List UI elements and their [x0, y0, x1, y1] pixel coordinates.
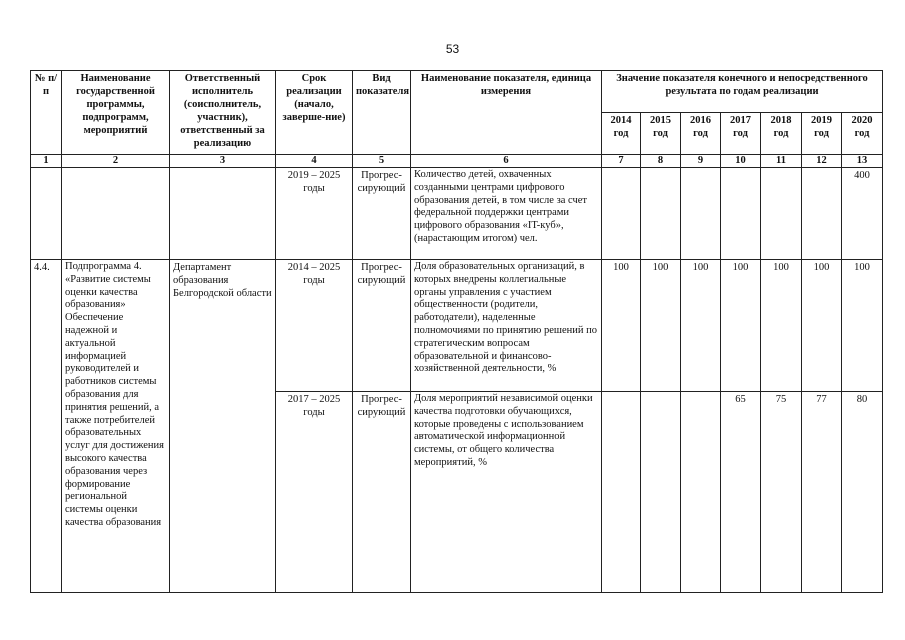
- header-values-group: Значение показателя конечного и непосредственного результата по годам реализации: [602, 71, 883, 113]
- row-indicator: Количество детей, охваченных созданными центрами цифрового образования детей, в том числе за счет федеральной поддержки центрами цифрового образования «IT-куб», (нарастающим итогом) чел.: [411, 168, 602, 260]
- row-value: 100: [681, 260, 721, 392]
- row-value: 75: [761, 392, 802, 593]
- row-value: [641, 168, 681, 260]
- row-indicator: Доля образовательных организаций, в которых внедрены коллегиальные органы управления с участием общественности (родители, работодатели), наделенные полномочиями по принятию решений по стратегическим вопросам образовательной и финансово-хозяйственной деятельности, %: [411, 260, 602, 392]
- row-value: [681, 392, 721, 593]
- row-num: 4.4.: [31, 260, 62, 593]
- header-year: 2018 год: [761, 113, 802, 155]
- row-value: 100: [721, 260, 761, 392]
- row-value: 100: [802, 260, 842, 392]
- header-num: № п/п: [31, 71, 62, 155]
- column-number: 2: [62, 155, 170, 168]
- row-value: 80: [842, 392, 883, 593]
- row-indicator: Доля мероприятий независимой оценки качества подготовки обучающихся, которые проведены с использованием автоматической информационной системы, от общего количества мероприятий, %: [411, 392, 602, 593]
- column-number: 1: [31, 155, 62, 168]
- indicators-table: [30, 70, 883, 593]
- column-number: 7: [602, 155, 641, 168]
- header-year: 2019 год: [802, 113, 842, 155]
- row-executor: Департамент образования Белгородской области: [170, 260, 276, 593]
- column-number: 3: [170, 155, 276, 168]
- row-value: [641, 392, 681, 593]
- header-year: 2016 год: [681, 113, 721, 155]
- row-value: 100: [842, 260, 883, 392]
- row-program: Подпрограмма 4. «Развитие системы оценки качества образования» Обеспечение надежной и актуальной информацией руководителей и работников системы образования для принятия решений, а также потребителей образовательных услуг для достижения высокого качества образования через формирование региональной системы оценки качества образования: [62, 260, 170, 593]
- header-kind: Вид показателя: [353, 71, 411, 155]
- header-row: [31, 71, 883, 113]
- row-value: 100: [641, 260, 681, 392]
- row-value: 100: [761, 260, 802, 392]
- row-executor: [170, 168, 276, 260]
- row-period: 2017 – 2025 годы: [276, 392, 353, 593]
- table-row: [31, 168, 883, 260]
- row-kind: Прогрес-сирующий: [353, 168, 411, 260]
- row-value: [761, 168, 802, 260]
- row-num: [31, 168, 62, 260]
- header-year: 2014 год: [602, 113, 641, 155]
- row-kind: Прогрес-сирующий: [353, 392, 411, 593]
- column-number: 5: [353, 155, 411, 168]
- column-number: 11: [761, 155, 802, 168]
- column-number-row: [31, 155, 883, 168]
- row-value: 100: [602, 260, 641, 392]
- header-period: Срок реализации (начало, заверше-ние): [276, 71, 353, 155]
- header-program: Наименование государственной программы, подпрограмм, мероприятий: [62, 71, 170, 155]
- header-executor: Ответственный исполнитель (соисполнитель, участник), ответственный за реализацию: [170, 71, 276, 155]
- page-number: 53: [445, 42, 460, 56]
- row-value: 77: [802, 392, 842, 593]
- column-number: 6: [411, 155, 602, 168]
- row-value: 400: [842, 168, 883, 260]
- column-number: 4: [276, 155, 353, 168]
- column-number: 8: [641, 155, 681, 168]
- row-value: [602, 168, 641, 260]
- row-value: 65: [721, 392, 761, 593]
- row-value: [721, 168, 761, 260]
- header-year: 2020 год: [842, 113, 883, 155]
- column-number: 9: [681, 155, 721, 168]
- table-row: [31, 260, 883, 392]
- row-value: [802, 168, 842, 260]
- row-value: [681, 168, 721, 260]
- column-number: 13: [842, 155, 883, 168]
- header-indicator: Наименование показателя, единица измерения: [411, 71, 602, 155]
- row-period: 2014 – 2025 годы: [276, 260, 353, 392]
- column-number: 12: [802, 155, 842, 168]
- row-kind: Прогрес-сирующий: [353, 260, 411, 392]
- row-period: 2019 – 2025 годы: [276, 168, 353, 260]
- row-program: [62, 168, 170, 260]
- header-year: 2015 год: [641, 113, 681, 155]
- header-year: 2017 год: [721, 113, 761, 155]
- column-number: 10: [721, 155, 761, 168]
- row-value: [602, 392, 641, 593]
